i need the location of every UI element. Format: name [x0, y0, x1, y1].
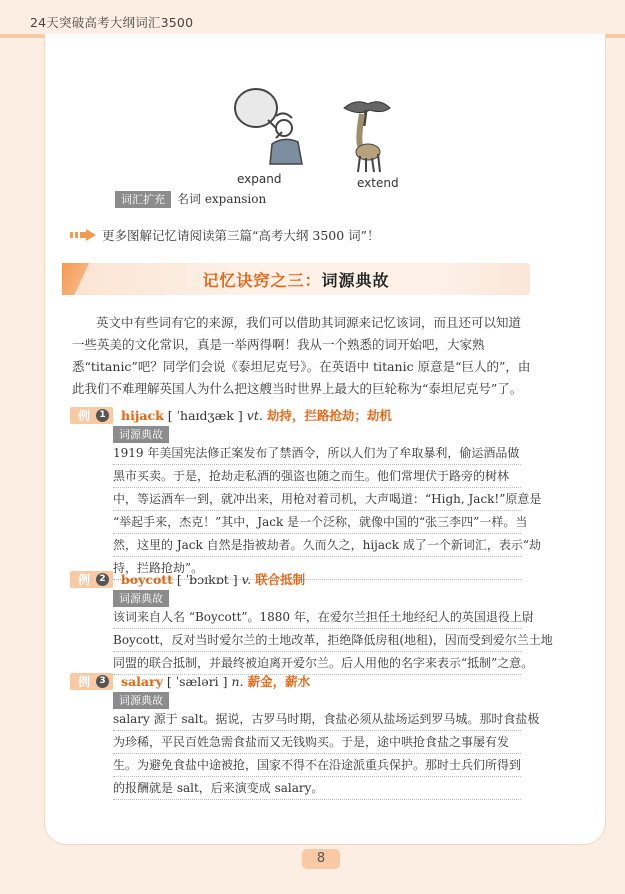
- example-2-header: [70, 570, 305, 588]
- etymology-text: 1919 年美国宪法修正案发布了禁酒令，所以人们为了牟取暴利，偷运酒品做 黑市买卖。于是，抢劫走私酒的强盗也随之而生。他们常埋伏于路旁的树林 中，等运酒车一到，就冲出来，用枪对着司机，大声喝道：“High, Jack!”原意是 “举起手来，杰克！”其中，Jack 是一个泛称，就像中国的“张三李四”一样。当 然，这里的 Jack 自然是指被劫者。久而久之，hijack 成了一个新词汇，表示“劫 持，拦路抢劫”。: [113, 442, 521, 580]
- etymology-text: salary 源于 salt。据说，古罗马时期，食盐必须从盐场运到罗马城。那时食盐极 为珍稀，平民百姓急需食盐而又无钱购买。于是，途中哄抢食盐之事屡有发 生。为避免食盐中途被抢，国家不得不在沿途派重兵保护。那时士兵们所得到 的报酬就是 salt，后来演变成 salary。: [113, 708, 521, 800]
- meaning: 劫持，拦路抢劫；劫机: [266, 408, 392, 423]
- intro-paragraph: 英文中有些词有它的来源，我们可以借助其词源来记忆该词，而且还可以知道一些英美的文化常识，真是一举两得啊！我从一个熟悉的词开始吧，大家熟悉“titanic”吧？同学们会说《泰坦尼克号》。在英语中 titanic 原意是“巨人的”，由此我们不难理解英国人为什么把这艘当时世界上最大的巨轮称为“泰坦尼克号”了。: [72, 315, 531, 396]
- page-number: 8: [302, 849, 340, 869]
- headword: boycott: [121, 571, 173, 587]
- part-of-speech: n.: [231, 673, 244, 689]
- section-title: 记忆诀窍之三：词源典故: [202, 271, 390, 290]
- headword: salary: [121, 673, 163, 689]
- example-label: 例 2: [70, 571, 113, 588]
- giraffe-tree-icon: [340, 96, 392, 174]
- phonetic: [ ˈbɔɪkɒt ]: [176, 571, 238, 587]
- more-tip: [70, 226, 380, 244]
- meaning: 联合抵制: [255, 572, 306, 587]
- etymology-tag: 词源典故: [113, 426, 169, 443]
- phonetic: [ ˈsæləri ]: [166, 673, 228, 689]
- vocab-expansion-value: 名词 expansion: [177, 192, 267, 206]
- more-tip-text: 更多图解记忆请阅读第三篇“高考大纲 3500 词”！: [102, 228, 380, 243]
- illustration-caption-expand: expand: [237, 172, 282, 186]
- meaning: 薪金，薪水: [247, 674, 311, 689]
- balloon-blowing-person-icon: [232, 86, 312, 166]
- vocab-expansion-tag: 词汇扩充: [115, 191, 171, 208]
- example-3-header: [70, 672, 310, 690]
- headword: hijack: [121, 407, 164, 423]
- example-label: 例 3: [70, 673, 113, 690]
- orange-arrow-icon: [70, 229, 96, 241]
- phonetic: [ ˈhaɪdʒæk ]: [167, 407, 243, 423]
- etymology-text: 该词来自人名 “Boycott”。1880 年，在爱尔兰担任土地经纪人的英国退役上尉 Boycott，反对当时爱尔兰的土地改革，拒绝降低房租(地租)，因而受到爱尔兰土地 同盟的联合抵制，并最终被迫离开爱尔兰。后人用他的名字来表示“抵制”之意。: [113, 606, 521, 675]
- section-banner: [62, 263, 530, 295]
- example-1-header: [70, 406, 392, 424]
- book-title: 24天突破高考大纲词汇3500: [30, 15, 194, 30]
- part-of-speech: vt.: [246, 407, 263, 423]
- part-of-speech: v.: [241, 571, 252, 587]
- etymology-tag: 词源典故: [113, 590, 169, 607]
- illustration-caption-extend: extend: [357, 176, 399, 190]
- example-label: 例 1: [70, 407, 113, 424]
- vocab-expansion-row: [115, 190, 266, 208]
- etymology-tag: 词源典故: [113, 692, 169, 709]
